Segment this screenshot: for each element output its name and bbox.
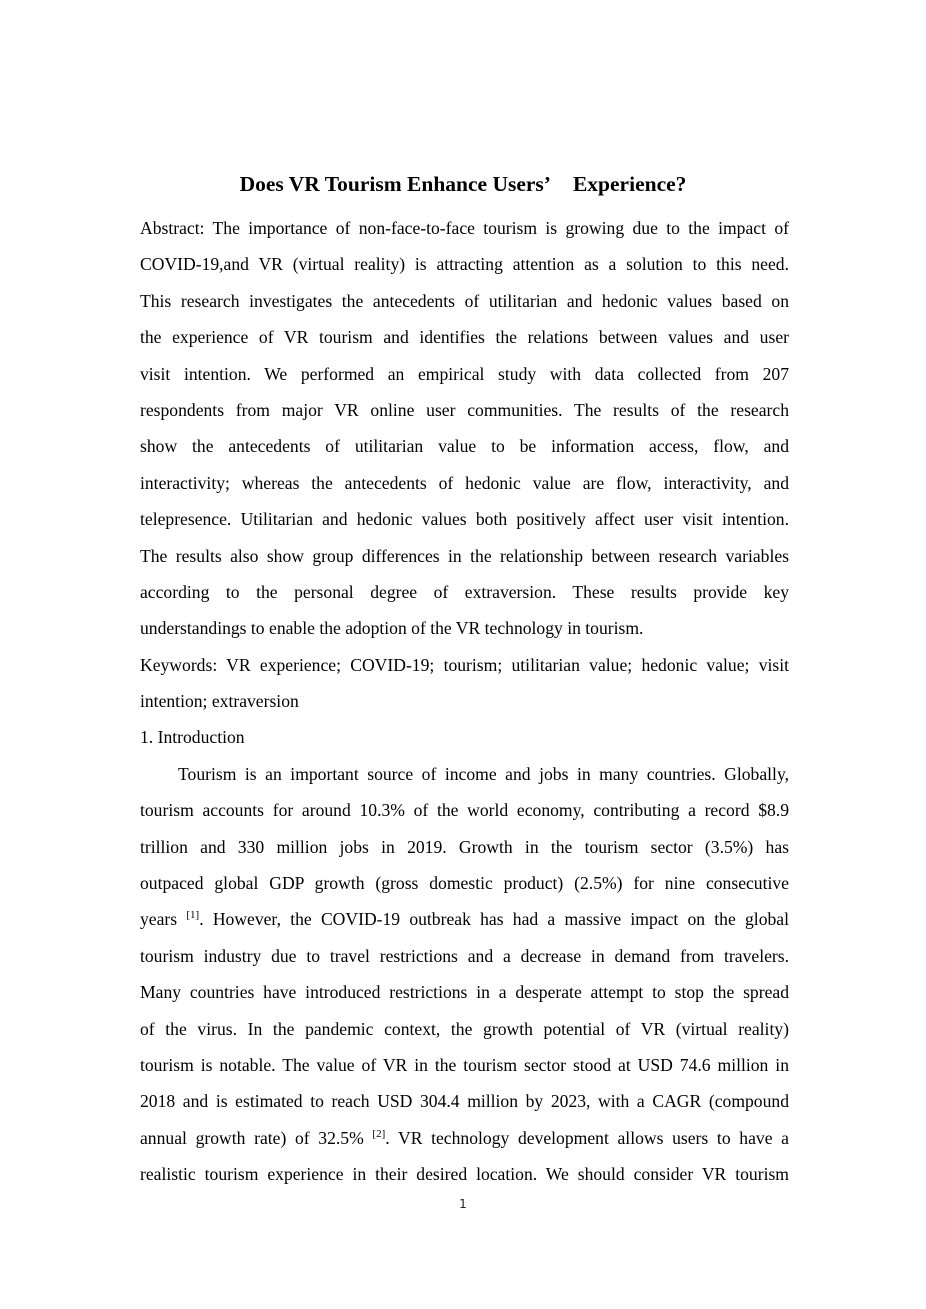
abstract <box>140 210 789 647</box>
intro-line: years [1]. However, the COVID-19 outbreak has had a massive impact on the global <box>140 909 789 930</box>
abstract-line: understandings to enable the adoption of the VR technology in tourism. <box>140 618 644 639</box>
abstract-line: The results also show group differences in the relationship between research variables <box>140 545 789 566</box>
intro-line: tourism is notable. The value of VR in the tourism sector stood at USD 74.6 million in <box>140 1054 789 1075</box>
intro-line: of the virus. In the pandemic context, the growth potential of VR (virtual reality) <box>140 1018 789 1039</box>
page-number: 1 <box>459 1197 467 1211</box>
abstract-line: interactivity; whereas the antecedents of hedonic value are flow, interactivity, and <box>140 472 789 493</box>
abstract-line: Abstract: The importance of non-face-to-face tourism is growing due to the impact of <box>140 218 789 238</box>
abstract-line: show the antecedents of utilitarian value to be information access, flow, and <box>140 436 789 457</box>
keywords-line: intention; extraversion <box>140 691 299 712</box>
citation: [2] <box>372 1127 386 1140</box>
intro-line: tourism accounts for around 10.3% of the world economy, contributing a record $8.9 <box>140 800 789 821</box>
abstract-line: the experience of VR tourism and identifies the relations between values and user <box>140 327 789 348</box>
abstract-line: according to the personal degree of extraversion. These results provide key <box>140 581 789 602</box>
citation: [1] <box>186 909 200 922</box>
keywords <box>140 647 789 720</box>
abstract-line: COVID-19,and VR (virtual reality) is attracting attention as a solution to this need. <box>140 254 789 275</box>
intro-line: 2018 and is estimated to reach USD 304.4 million by 2023, with a CAGR (compound <box>140 1091 789 1112</box>
abstract-line: telepresence. Utilitarian and hedonic values both positively affect user visit intention. <box>140 509 789 530</box>
abstract-line: respondents from major VR online user communities. The results of the research <box>140 399 789 420</box>
intro-line: trillion and 330 million jobs in 2019. Growth in the tourism sector (3.5%) has <box>140 836 789 857</box>
intro-line: tourism industry due to travel restrictions and a decrease in demand from travelers. <box>140 945 789 966</box>
intro-paragraph <box>140 756 789 1193</box>
intro-line: annual growth rate) of 32.5% [2]. VR technology development allows users to have a <box>140 1127 789 1148</box>
paper-body <box>140 210 789 1193</box>
abstract-line: This research investigates the antecedents of utilitarian and hedonic values based on <box>140 290 789 311</box>
intro-line: realistic tourism experience in their desired location. We should consider VR tourism <box>140 1164 789 1185</box>
paper-title: Does VR Tourism Enhance Users’ Experience? <box>239 172 687 196</box>
intro-line: Many countries have introduced restrictions in a desperate attempt to stop the spread <box>140 982 789 1003</box>
abstract-line: visit intention. We performed an empirical study with data collected from 207 <box>140 363 789 384</box>
intro-line: outpaced global GDP growth (gross domestic product) (2.5%) for nine consecutive <box>140 873 789 894</box>
section-heading: 1. Introduction <box>140 727 245 748</box>
keywords-line: Keywords: VR experience; COVID-19; tourism; utilitarian value; hedonic value; visit <box>140 654 789 675</box>
intro-line: Tourism is an important source of income and jobs in many countries. Globally, <box>178 763 789 784</box>
